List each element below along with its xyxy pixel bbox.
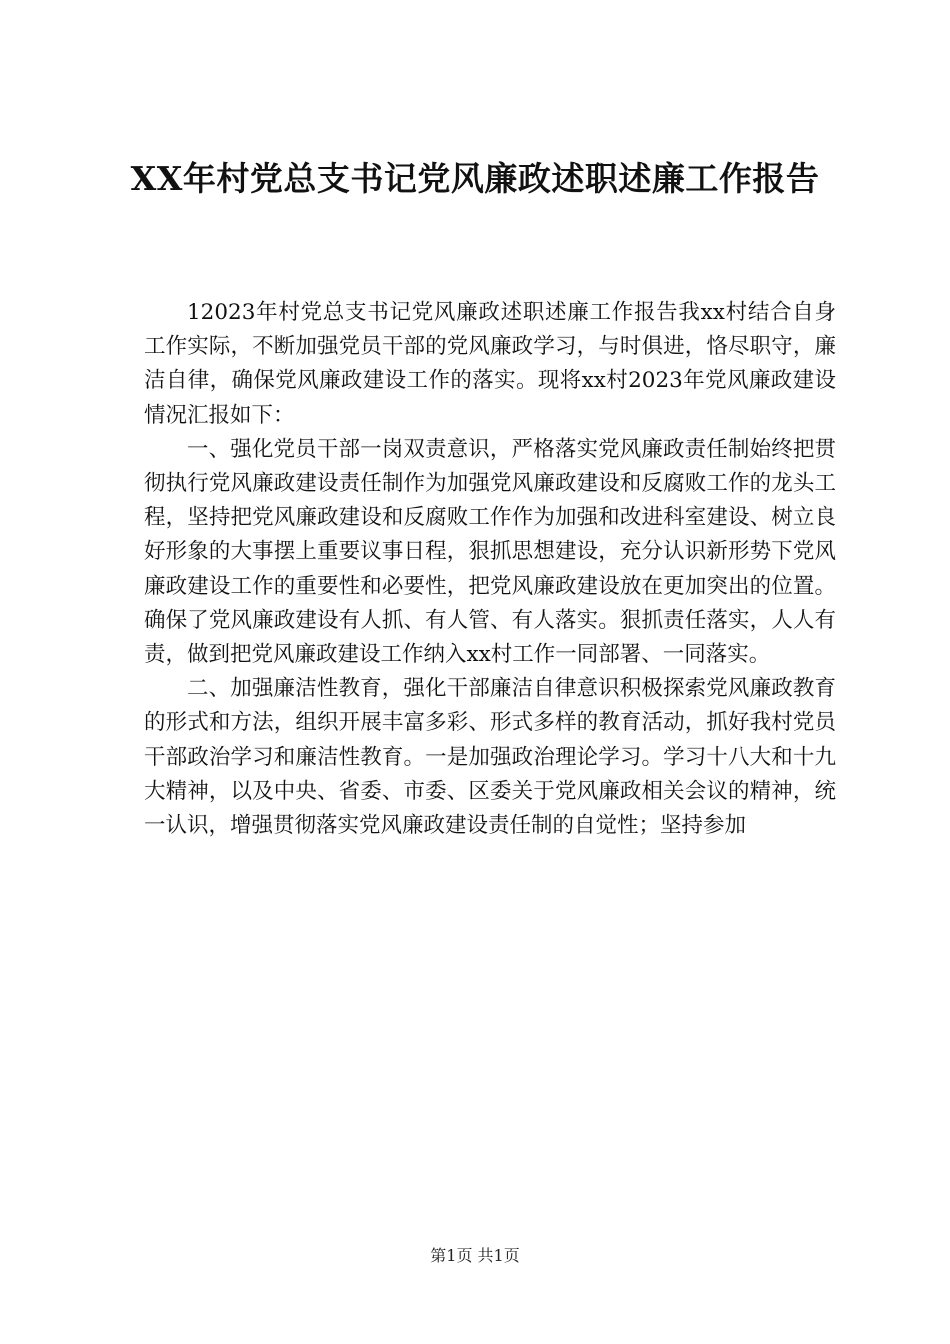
paragraph-intro: 12023年村党总支书记党风廉政述职述廉工作报告我xx村结合自身工作实际，不断加强党员干部的党风廉政学习，与时俱进，恪尽职守，廉洁自律，确保党风廉政建设工作的落实。现将xx村2023年党风廉政建设情况汇报如下： (144, 300, 836, 428)
page-number: 第1页 共1页 (430, 1246, 520, 1265)
paragraph-section-one: 一、强化党员干部一岗双责意识，严格落实党风廉政责任制始终把贯彻执行党风廉政建设责任制作为加强党风廉政建设和反腐败工作的龙头工程，坚持把党风廉政建设和反腐败工作作为加强和改进科室建设、树立良好形象的大事摆上重要议事日程，狠抓思想建设，充分认识新形势下党风廉政建设工作的重要性和必要性，把党风廉政建设放在更加突出的位置。确保了党风廉政建设有人抓、有人管、有人落实。狠抓责任落实，人人有责，做到把党风廉政建设工作纳入xx村工作一同部署、一同落实。 (144, 436, 836, 668)
document-title: XX年村党总支书记党风廉政述职述廉工作报告 (130, 159, 820, 198)
document-body (144, 296, 836, 843)
paragraph-section-two: 二、加强廉洁性教育，强化干部廉洁自律意识积极探索党风廉政教育的形式和方法，组织开展丰富多彩、形式多样的教育活动，抓好我村党员干部政治学习和廉洁性教育。一是加强政治理论学习。学习十八大和十九大精神，以及中央、省委、市委、区委关于党风廉政相关会议的精神，统一认识，增强贯彻落实党风廉政建设责任制的自觉性；坚持参加 (144, 676, 836, 839)
